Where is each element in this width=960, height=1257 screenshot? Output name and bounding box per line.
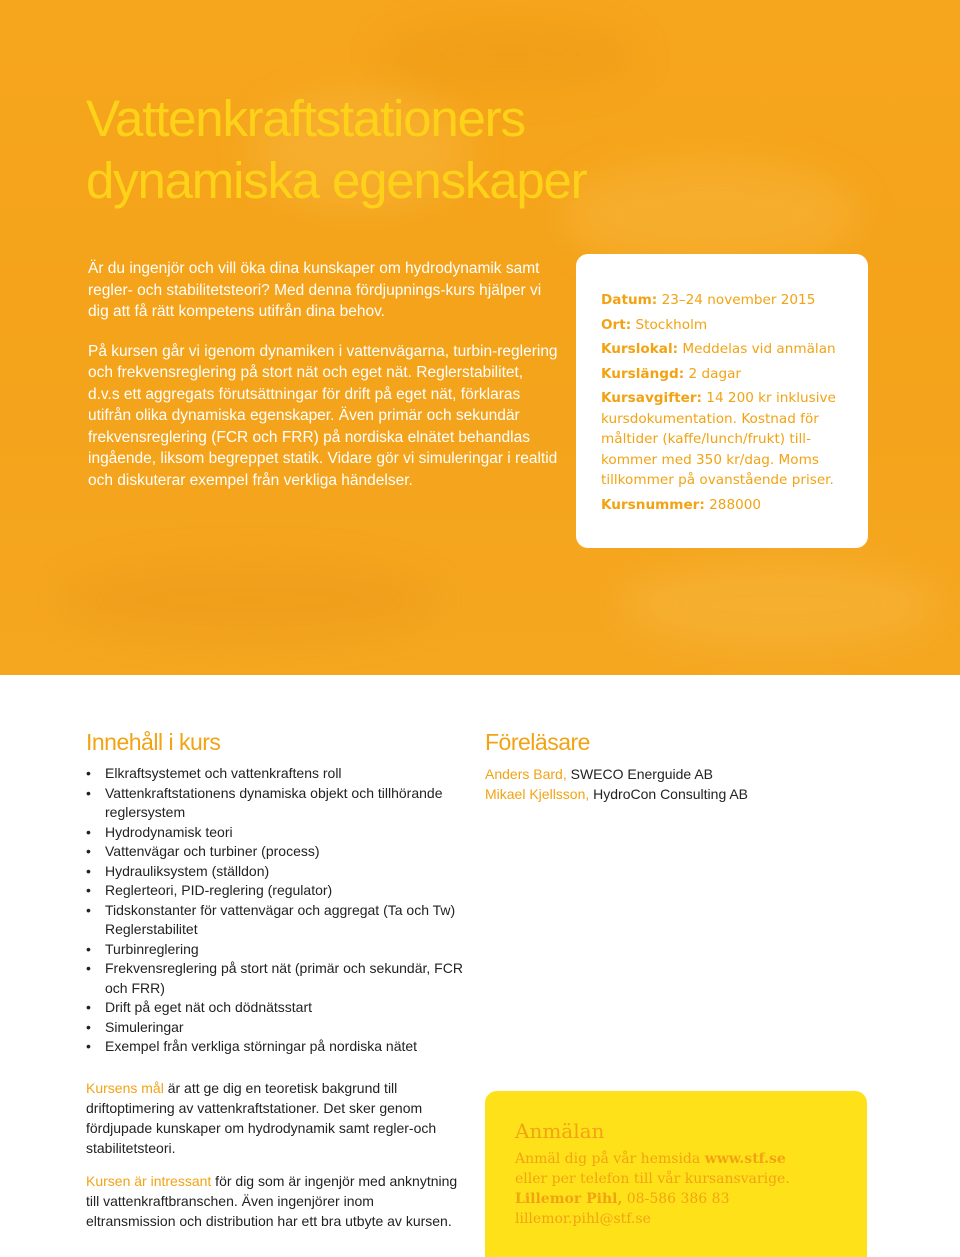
info-place-label: Ort: xyxy=(601,316,632,333)
signup-line-1 xyxy=(515,1149,837,1169)
title-line-1: Vattenkraftstationers xyxy=(86,90,525,147)
list-item-text: Exempel från verkliga störningar på nordiska nätet xyxy=(105,1038,418,1054)
bullet-icon: • xyxy=(86,843,91,859)
signup-website-link[interactable]: www.stf.se xyxy=(704,1151,786,1167)
list-item-text: Simuleringar xyxy=(105,1018,184,1035)
list-item-text: Vattenkraftstationens dynamiska objekt och tillhörande reglersystem xyxy=(105,784,443,820)
signup-email-link[interactable]: lillemor.pihl@stf.se xyxy=(515,1211,651,1227)
list-item-text: Hydrodynamisk teori xyxy=(105,823,233,840)
list-item-text: Tidskonstanter för vattenvägar och aggregat (Ta och Tw) Reglerstabilitet xyxy=(105,901,456,937)
list-item-text: Hydrauliksystem (ställdon) xyxy=(105,862,270,879)
teacher-1-org: SWECO Energuide AB xyxy=(566,766,714,782)
info-venue-value: Meddelas vid anmälan xyxy=(682,341,836,357)
signup-web-text: Anmäl dig på vår hemsida xyxy=(515,1151,705,1167)
list-item-text: Frekvensreglering på stort nät (primär och sekundär, FCR och FRR) xyxy=(105,960,463,996)
signup-box xyxy=(485,1091,867,1257)
goals-text-2: för dig som är ingenjör med anknytning till vattenkraftbranschen. Även ingenjörer inom eltransmission och distribution har ett bra utbyte av kursen. xyxy=(86,1173,458,1229)
info-length-value: 2 dagar xyxy=(688,365,741,382)
background-texture xyxy=(380,20,640,90)
intro-text xyxy=(88,258,558,491)
page-title xyxy=(86,88,846,212)
teachers-list xyxy=(485,764,905,804)
signup-contact-phone[interactable]: 08-586 386 83 xyxy=(622,1191,730,1207)
list-item xyxy=(86,1037,466,1057)
list-item xyxy=(86,881,466,901)
list-item xyxy=(86,784,466,823)
teachers-heading: Föreläsare xyxy=(485,729,590,755)
list-item xyxy=(86,940,466,960)
info-length xyxy=(601,364,848,385)
goals-paragraph-2 xyxy=(86,1171,466,1231)
background-texture xyxy=(620,560,940,650)
info-date-label: Datum: xyxy=(601,292,658,308)
list-item xyxy=(86,862,466,882)
bullet-icon: • xyxy=(86,862,91,879)
goals-paragraph-1 xyxy=(86,1078,466,1158)
info-fees-value: 14 200 kr inklusive kursdokumentation. Kostnad för måltider (kaffe/lunch/frukt) till-kommer med 350 kr/dag. Moms tillkommer på ovanstående priser. xyxy=(601,390,836,488)
info-place-value: Stockholm xyxy=(635,316,708,333)
signup-contact xyxy=(515,1189,837,1209)
signup-line-2: eller per telefon till vår kursansvarige. xyxy=(515,1171,790,1187)
content-list xyxy=(86,764,466,1057)
signup-heading: Anmälan xyxy=(515,1119,605,1143)
bullet-icon: • xyxy=(86,960,91,976)
list-item xyxy=(86,1018,466,1038)
info-number-label: Kursnummer: xyxy=(601,496,705,513)
intro-paragraph-1: Är du ingenjör och vill öka dina kunskaper om hydrodynamik samt regler- och stabilitetsteori? Med denna fördjupnings-kurs hjälper vi dig att få rätt kompetens utifrån dina behov. xyxy=(88,260,542,320)
teacher-2 xyxy=(485,784,905,804)
list-item-text: Reglerteori, PID-reglering (regulator) xyxy=(105,882,333,898)
bullet-icon: • xyxy=(86,1018,91,1035)
list-item xyxy=(86,901,466,940)
list-item-text: Turbinreglering xyxy=(105,940,199,957)
course-goals xyxy=(86,1078,466,1244)
list-item-text: Elkraftsystemet och vattenkraftens roll xyxy=(105,765,342,781)
info-number-value: 288000 xyxy=(709,496,762,513)
intro-paragraph-2: På kursen går vi igenom dynamiken i vattenvägarna, turbin-reglering och frekvensreglering på stort nät och eget nät. Reglerstabilitet, d.v.s ett aggregats förutsättningar för drift på eget nät, förklaras utifrån olika dynamiska egenskaper. Även primär och sekundär frekvensreglering (FCR och FRR) på nordiska elnätet behandlas ingående, liksom begreppet statik. Vidare gör vi simuleringar i realtid och diskuterar exempel från verkliga händelser. xyxy=(88,342,558,489)
title-line-2: dynamiska egenskaper xyxy=(86,152,587,209)
info-number xyxy=(601,495,848,516)
teacher-2-name: Mikael Kjellsson, xyxy=(485,786,590,802)
teacher-1-name: Anders Bard, xyxy=(485,766,567,782)
info-venue xyxy=(601,339,848,360)
info-fees xyxy=(601,388,848,491)
bullet-icon: • xyxy=(86,901,91,918)
goals-highlight-2: Kursen är intressant xyxy=(86,1173,212,1189)
list-item xyxy=(86,842,466,862)
info-venue-label: Kurslokal: xyxy=(601,341,679,357)
teacher-1 xyxy=(485,764,905,784)
list-item xyxy=(86,959,466,998)
signup-contact-name: Lillemor Pihl, xyxy=(515,1191,623,1207)
list-item xyxy=(86,998,466,1018)
list-item xyxy=(86,764,466,784)
bullet-icon: • xyxy=(86,765,91,781)
background-texture xyxy=(60,560,440,640)
course-info-box xyxy=(576,254,868,548)
teacher-2-org: HydroCon Consulting AB xyxy=(589,786,749,802)
info-fees-label: Kursavgifter: xyxy=(601,390,702,406)
content-heading: Innehåll i kurs xyxy=(86,729,221,755)
info-date-value: 23–24 november 2015 xyxy=(661,292,816,308)
info-length-label: Kurslängd: xyxy=(601,365,685,382)
bullet-icon: • xyxy=(86,784,91,801)
info-place xyxy=(601,315,848,336)
bullet-icon: • xyxy=(86,823,91,840)
info-date xyxy=(601,290,848,311)
list-item-text: Vattenvägar och turbiner (process) xyxy=(105,843,320,859)
list-item xyxy=(86,823,466,843)
goals-highlight-1: Kursens mål xyxy=(86,1080,164,1096)
bullet-icon: • xyxy=(86,1038,91,1054)
bullet-icon: • xyxy=(86,882,91,898)
bullet-icon: • xyxy=(86,940,91,957)
list-item-text: Drift på eget nät och dödnätsstart xyxy=(105,999,313,1015)
bullet-icon: • xyxy=(86,999,91,1015)
goals-text-1: är att ge dig en teoretisk bakgrund till driftoptimering av vattenkraftstationer. Det sker genom fördjupade kunskaper om hydrodynamik samt regler-och stabilitetsteori. xyxy=(86,1080,437,1156)
